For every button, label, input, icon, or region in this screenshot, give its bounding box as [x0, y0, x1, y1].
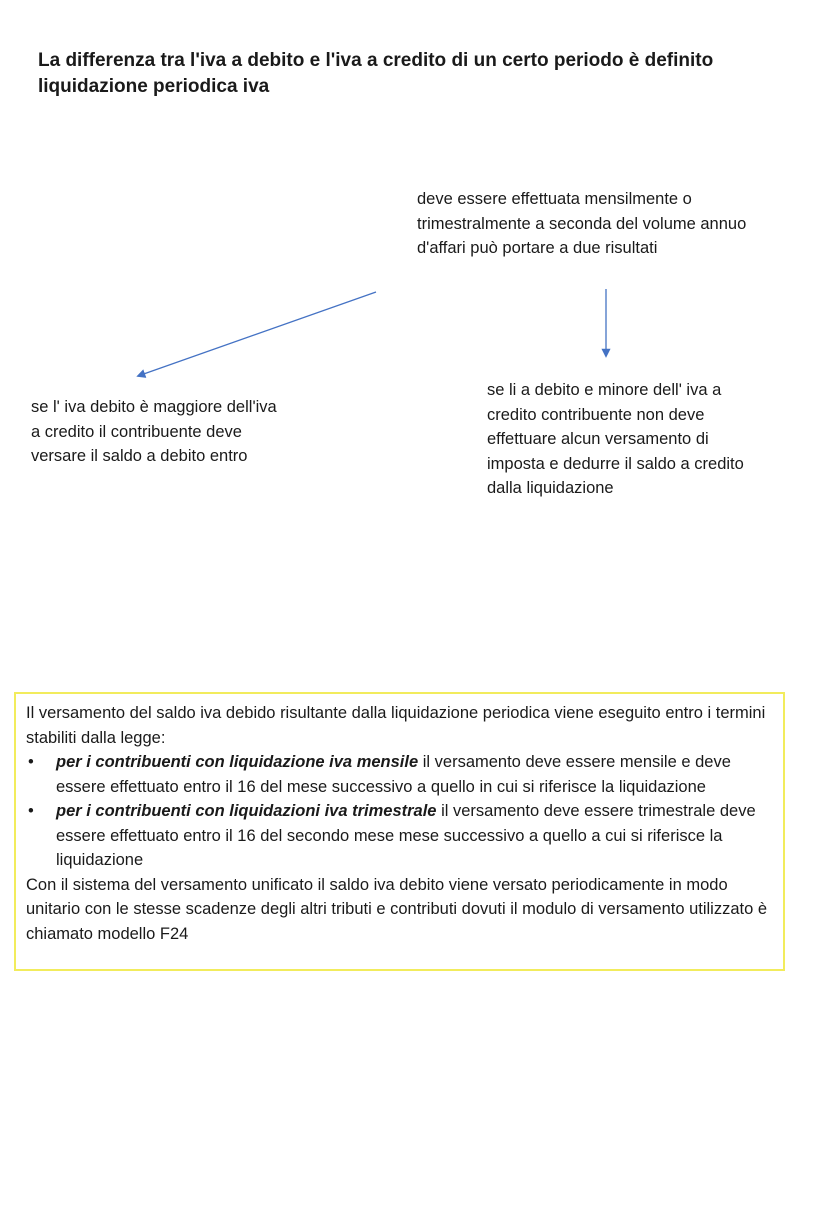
flow-right-outcome: se li a debito e minore dell' iva a credito contribuente non deve effettuare alcun versamento di imposta e dedurre il saldo a credito dalla liquidazione: [487, 381, 744, 497]
box-closing: Con il sistema del versamento unificato il saldo iva debito viene versato periodicamente in modo unitario con le stesse scadenze degli altri tributi e contributi dovuti il modulo di versamento utilizzato è chiamato modello F24: [26, 875, 768, 943]
box-intro: Il versamento del saldo iva debido risultante dalla liquidazione periodica viene eseguito entro i termini stabiliti dalla legge:: [26, 704, 766, 747]
bullet-icon: •: [28, 753, 34, 771]
flow-left-outcome: se l' iva debito è maggiore dell'iva a credito il contribuente deve versare il saldo a debito entro: [31, 398, 277, 465]
box-bullet-list: [26, 750, 783, 873]
page-title: La differenza tra l'iva a debito e l'iva a credito di un certo periodo è definito liquidazione periodica iva: [38, 50, 714, 97]
list-item-text: il versamento deve essere mensile e deve essere effettuato entro il 16 del mese successivo a quello in cui si riferisce la liquidazione: [56, 753, 731, 796]
list-item-text: il versamento deve essere trimestrale deve essere effettuato entro il 16 del secondo mese mese successivo a quello a cui si riferisce la liquidazione: [56, 802, 756, 869]
arrow-left: [138, 292, 376, 376]
list-item: [26, 799, 783, 873]
list-item: [26, 750, 783, 799]
bullet-icon: •: [28, 802, 34, 820]
flow-top-note: deve essere effettuata mensilmente o trimestralmente a seconda del volume annuo d'affari può portare a due risultati: [417, 190, 747, 257]
list-item-emphasis: per i contribuenti con liquidazioni iva trimestrale: [56, 802, 437, 820]
list-item-emphasis: per i contribuenti con liquidazione iva mensile: [56, 753, 419, 771]
payment-info-box: [14, 692, 785, 971]
